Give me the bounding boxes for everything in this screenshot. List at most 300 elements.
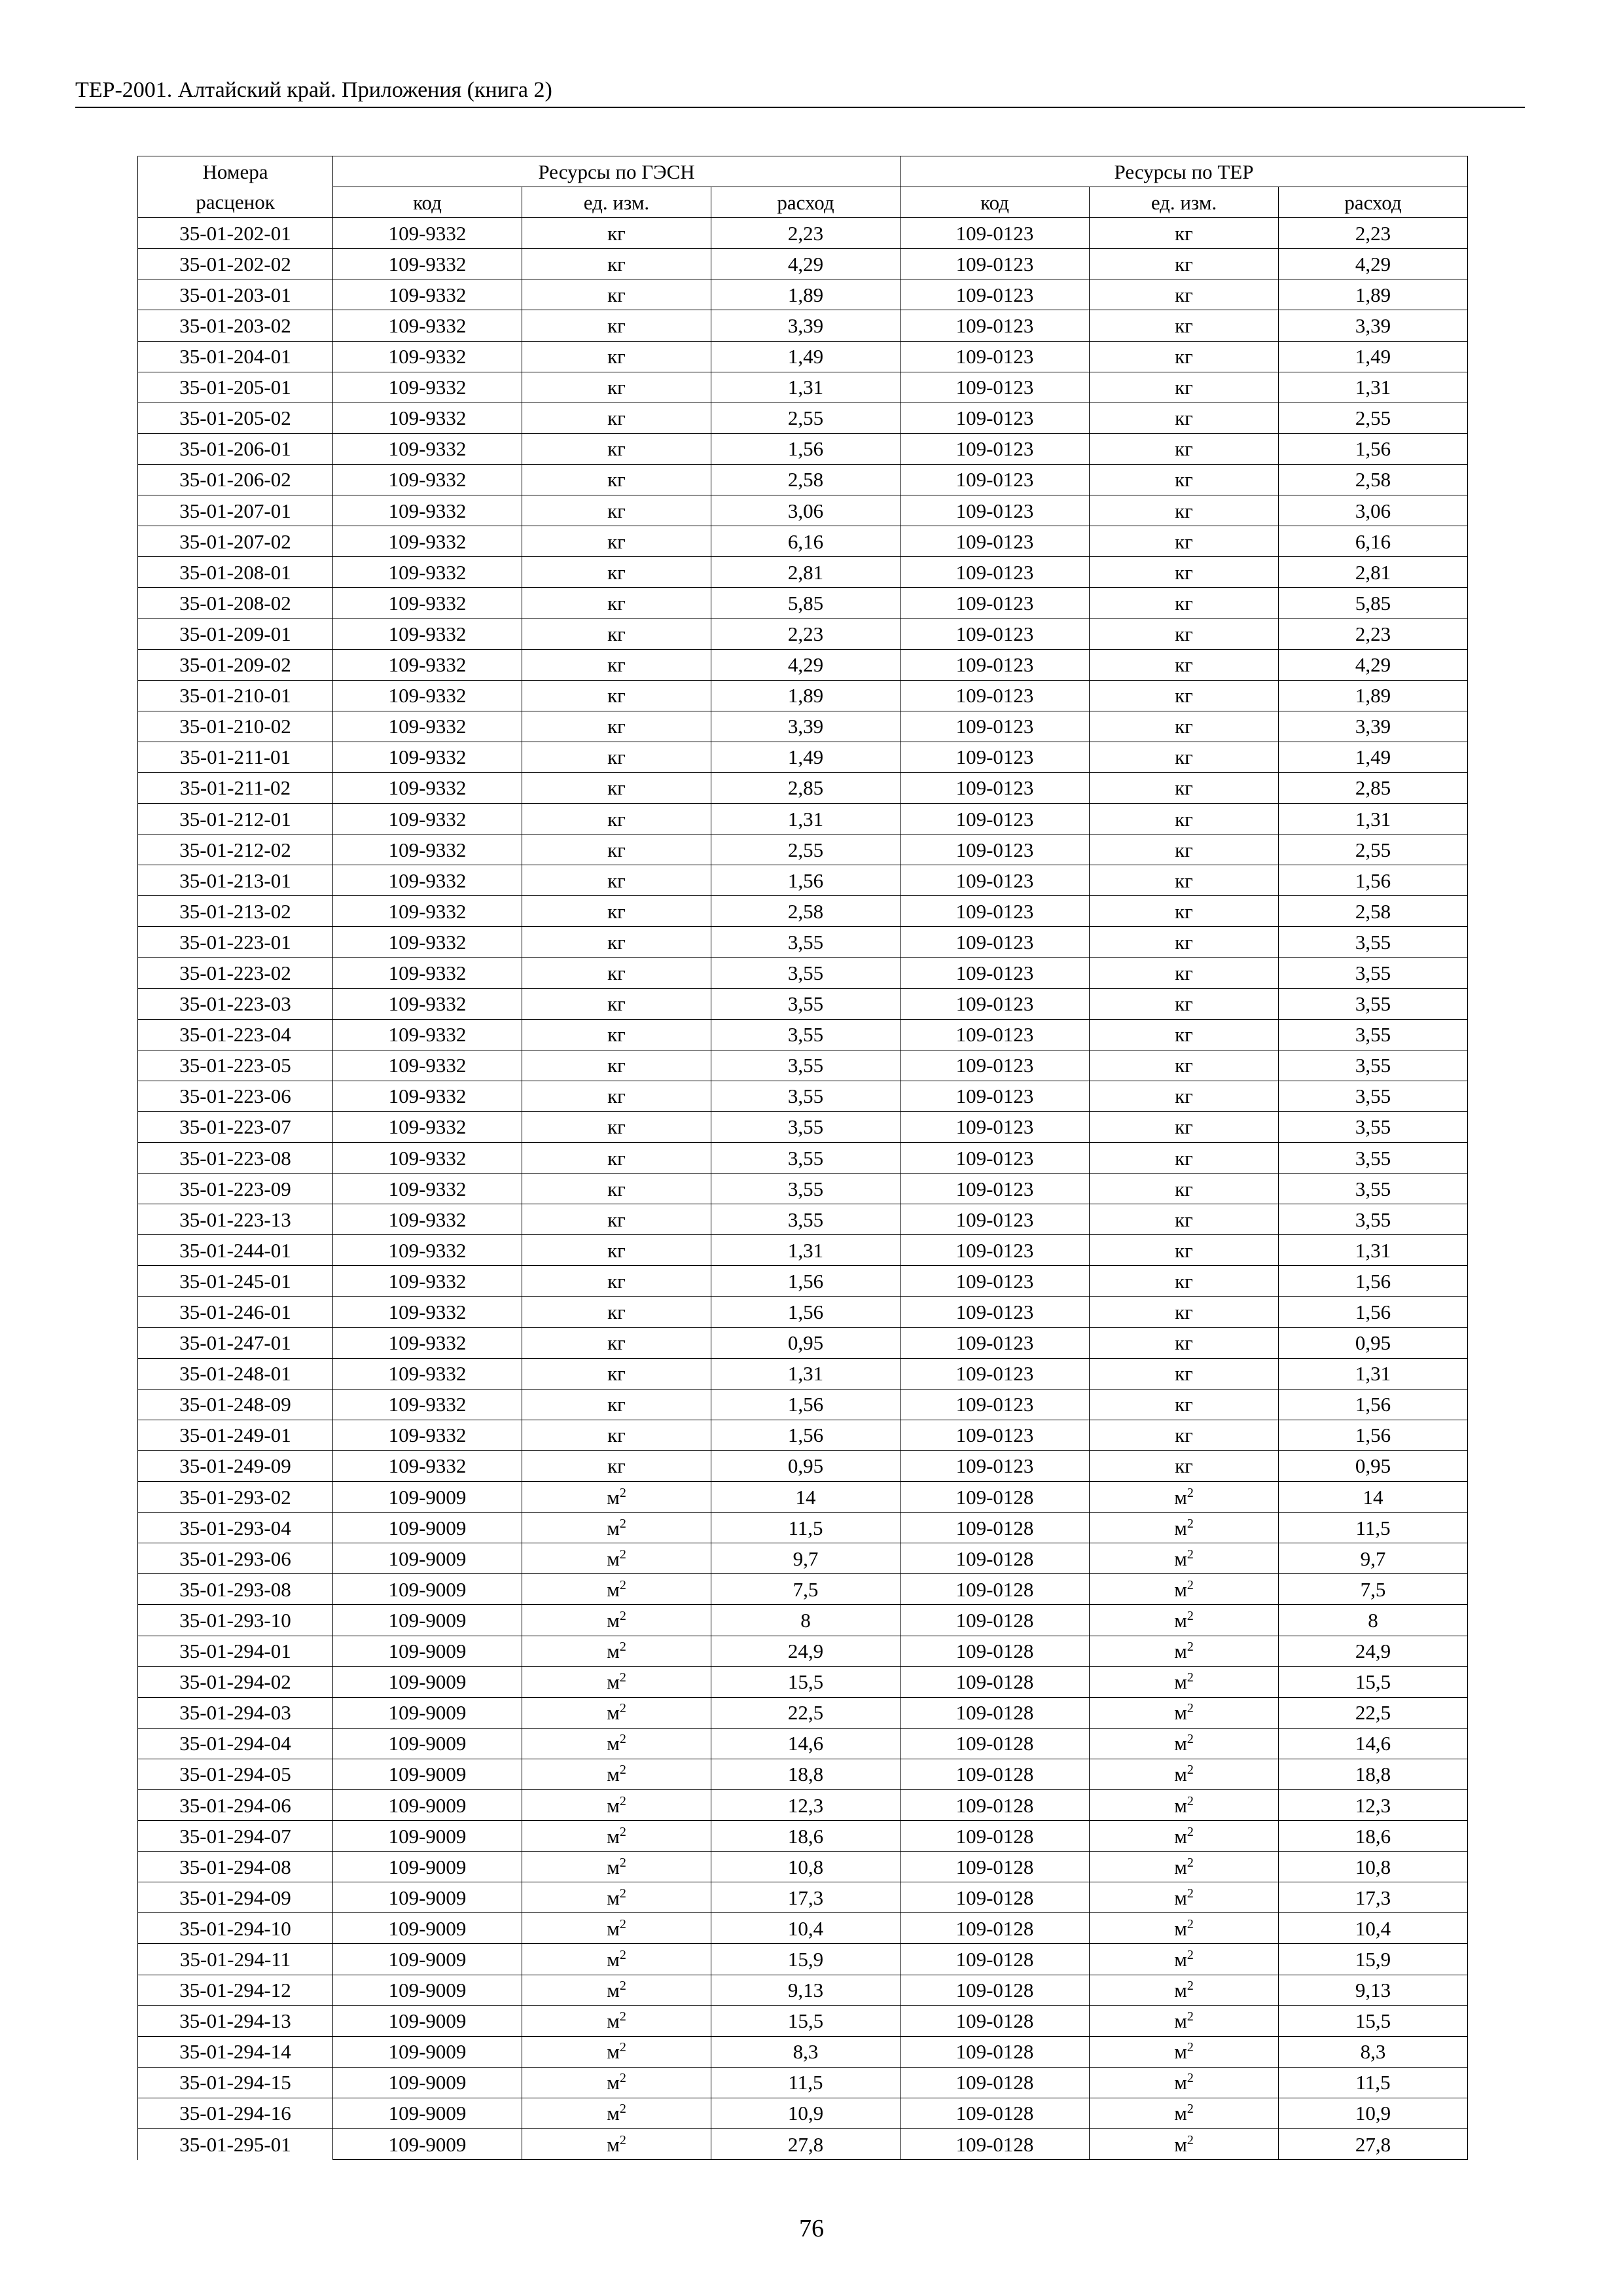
ter-code: 109-0123	[901, 865, 1090, 896]
table-row	[138, 1019, 1468, 1050]
ter-unit: кг	[1090, 1019, 1279, 1050]
ter-code: 109-0123	[901, 958, 1090, 988]
ter-code: 109-0123	[901, 803, 1090, 834]
ter-unit: кг	[1090, 588, 1279, 619]
ter-code: 109-0123	[901, 711, 1090, 742]
ter-amount: 12,3	[1279, 1789, 1468, 1820]
ter-code: 109-0128	[901, 1789, 1090, 1820]
unit-base: м	[1174, 1608, 1187, 1632]
gesn-amount: 24,9	[711, 1636, 901, 1666]
gesn-code: 109-9009	[333, 2005, 522, 2036]
gesn-amount: 10,4	[711, 1913, 901, 1944]
ter-code: 109-0123	[901, 1204, 1090, 1235]
ter-unit	[1090, 1636, 1279, 1666]
ter-amount: 2,85	[1279, 772, 1468, 803]
gesn-unit: кг	[522, 495, 711, 526]
gesn-unit: кг	[522, 896, 711, 927]
ter-unit	[1090, 1913, 1279, 1944]
gesn-amount: 1,49	[711, 341, 901, 372]
gesn-unit: кг	[522, 1420, 711, 1450]
table-row	[138, 927, 1468, 958]
ter-amount: 1,56	[1279, 433, 1468, 464]
table-row	[138, 1513, 1468, 1543]
header-gesn-unit: ед. изм.	[522, 187, 711, 218]
ter-unit: кг	[1090, 680, 1279, 711]
unit-exponent: 2	[1186, 2132, 1194, 2147]
gesn-unit	[522, 1543, 711, 1574]
ter-unit: кг	[1090, 433, 1279, 464]
table-row	[138, 249, 1468, 279]
gesn-unit: кг	[522, 1450, 711, 1481]
table-row	[138, 1666, 1468, 1697]
gesn-code: 109-9009	[333, 1482, 522, 1513]
ter-amount: 3,55	[1279, 1143, 1468, 1174]
ter-amount: 6,16	[1279, 526, 1468, 557]
rate-number: 35-01-211-02	[138, 772, 333, 803]
ter-amount: 0,95	[1279, 1450, 1468, 1481]
rate-number: 35-01-248-09	[138, 1389, 333, 1420]
gesn-amount: 15,9	[711, 1944, 901, 1975]
gesn-code: 109-9332	[333, 742, 522, 772]
unit-base: м	[607, 1732, 620, 1755]
ter-amount: 1,56	[1279, 1266, 1468, 1297]
rate-number: 35-01-293-04	[138, 1513, 333, 1543]
rate-number: 35-01-245-01	[138, 1266, 333, 1297]
ter-amount: 3,55	[1279, 988, 1468, 1019]
gesn-unit: кг	[522, 1327, 711, 1358]
unit-base: м	[607, 2132, 620, 2156]
page-number: 76	[799, 2215, 824, 2242]
table-row	[138, 279, 1468, 310]
ter-code: 109-0123	[901, 834, 1090, 865]
gesn-amount: 11,5	[711, 2067, 901, 2098]
resources-table	[137, 156, 1468, 2160]
gesn-unit: кг	[522, 557, 711, 588]
gesn-code: 109-9332	[333, 310, 522, 341]
ter-unit	[1090, 1543, 1279, 1574]
table-row	[138, 1450, 1468, 1481]
rate-number: 35-01-294-03	[138, 1697, 333, 1728]
gesn-code: 109-9009	[333, 1913, 522, 1944]
rate-number: 35-01-223-05	[138, 1050, 333, 1081]
gesn-amount: 6,16	[711, 526, 901, 557]
gesn-amount: 2,81	[711, 557, 901, 588]
rate-number: 35-01-294-01	[138, 1636, 333, 1666]
gesn-unit	[522, 1728, 711, 1759]
ter-amount: 3,55	[1279, 1111, 1468, 1142]
gesn-unit	[522, 1482, 711, 1513]
table-row	[138, 1852, 1468, 1882]
rate-number: 35-01-207-01	[138, 495, 333, 526]
ter-unit: кг	[1090, 988, 1279, 1019]
rate-number: 35-01-223-01	[138, 927, 333, 958]
ter-amount: 10,9	[1279, 2098, 1468, 2128]
ter-code: 109-0123	[901, 341, 1090, 372]
unit-exponent: 2	[619, 1916, 626, 1931]
ter-amount: 8	[1279, 1605, 1468, 1636]
ter-unit: кг	[1090, 1297, 1279, 1327]
gesn-amount: 10,9	[711, 2098, 901, 2128]
ter-amount: 14	[1279, 1482, 1468, 1513]
ter-code: 109-0128	[901, 1574, 1090, 1605]
unit-base: м	[607, 2102, 620, 2125]
ter-code: 109-0123	[901, 1111, 1090, 1142]
gesn-amount: 3,55	[711, 1019, 901, 1050]
ter-unit	[1090, 1759, 1279, 1789]
ter-amount: 1,56	[1279, 1420, 1468, 1450]
ter-code: 109-0123	[901, 649, 1090, 680]
table-row	[138, 1204, 1468, 1235]
gesn-amount: 1,31	[711, 1358, 901, 1389]
ter-unit	[1090, 1482, 1279, 1513]
unit-exponent: 2	[1186, 1916, 1194, 1931]
unit-base: м	[1174, 1886, 1187, 1909]
rate-number: 35-01-223-04	[138, 1019, 333, 1050]
table-row	[138, 403, 1468, 433]
unit-base: м	[607, 1916, 620, 1940]
gesn-code: 109-9332	[333, 1081, 522, 1111]
gesn-unit	[522, 1513, 711, 1543]
gesn-unit: кг	[522, 1050, 711, 1081]
ter-unit	[1090, 1574, 1279, 1605]
header-rule	[75, 107, 1525, 108]
ter-unit: кг	[1090, 896, 1279, 927]
table-row	[138, 803, 1468, 834]
gesn-code: 109-9332	[333, 1204, 522, 1235]
gesn-amount: 1,31	[711, 1235, 901, 1266]
gesn-unit: кг	[522, 680, 711, 711]
rate-number: 35-01-294-15	[138, 2067, 333, 2098]
ter-code: 109-0123	[901, 1327, 1090, 1358]
gesn-amount: 8,3	[711, 2036, 901, 2067]
gesn-amount: 27,8	[711, 2129, 901, 2160]
rate-number: 35-01-246-01	[138, 1297, 333, 1327]
ter-amount: 1,56	[1279, 1297, 1468, 1327]
unit-exponent: 2	[1186, 1547, 1194, 1562]
rate-number: 35-01-295-01	[138, 2129, 333, 2160]
ter-amount: 2,55	[1279, 403, 1468, 433]
header-ter-unit: ед. изм.	[1090, 187, 1279, 218]
gesn-amount: 1,56	[711, 1389, 901, 1420]
table-row	[138, 1111, 1468, 1142]
gesn-code: 109-9332	[333, 711, 522, 742]
rate-number: 35-01-208-02	[138, 588, 333, 619]
ter-unit	[1090, 1513, 1279, 1543]
unit-exponent: 2	[1186, 2009, 1194, 2024]
rate-number: 35-01-294-04	[138, 1728, 333, 1759]
table-row	[138, 1543, 1468, 1574]
gesn-amount: 3,55	[711, 988, 901, 1019]
table-row	[138, 2098, 1468, 2128]
ter-code: 109-0123	[901, 588, 1090, 619]
table-row	[138, 1050, 1468, 1081]
table-row	[138, 1944, 1468, 1975]
unit-base: м	[1174, 2102, 1187, 2125]
table-row	[138, 742, 1468, 772]
gesn-code: 109-9332	[333, 464, 522, 495]
unit-exponent: 2	[1186, 1763, 1194, 1778]
rate-number: 35-01-223-03	[138, 988, 333, 1019]
rate-number: 35-01-223-08	[138, 1143, 333, 1174]
unit-base: м	[607, 1886, 620, 1909]
ter-code: 109-0123	[901, 526, 1090, 557]
unit-exponent: 2	[1186, 1516, 1194, 1531]
gesn-code: 109-9009	[333, 2129, 522, 2160]
table-row	[138, 865, 1468, 896]
table-row	[138, 2005, 1468, 2036]
gesn-unit: кг	[522, 649, 711, 680]
unit-base: м	[607, 1763, 620, 1786]
gesn-code: 109-9332	[333, 772, 522, 803]
table-row	[138, 1420, 1468, 1450]
gesn-amount: 9,7	[711, 1543, 901, 1574]
unit-base: м	[1174, 1947, 1187, 1971]
ter-amount: 10,4	[1279, 1913, 1468, 1944]
ter-unit: кг	[1090, 526, 1279, 557]
table-row	[138, 1297, 1468, 1327]
ter-unit: кг	[1090, 619, 1279, 649]
unit-exponent: 2	[619, 1855, 626, 1870]
gesn-unit	[522, 1789, 711, 1820]
gesn-amount: 1,56	[711, 1266, 901, 1297]
table-row	[138, 711, 1468, 742]
ter-code: 109-0123	[901, 1389, 1090, 1420]
unit-exponent: 2	[1186, 1670, 1194, 1685]
gesn-unit	[522, 1975, 711, 2005]
gesn-code: 109-9332	[333, 958, 522, 988]
ter-code: 109-0123	[901, 619, 1090, 649]
gesn-code: 109-9332	[333, 557, 522, 588]
ter-code: 109-0123	[901, 772, 1090, 803]
ter-unit: кг	[1090, 772, 1279, 803]
gesn-amount: 3,06	[711, 495, 901, 526]
gesn-unit: кг	[522, 742, 711, 772]
ter-code: 109-0128	[901, 2098, 1090, 2128]
ter-unit: кг	[1090, 279, 1279, 310]
unit-base: м	[607, 1824, 620, 1848]
ter-unit: кг	[1090, 1204, 1279, 1235]
ter-unit: кг	[1090, 1358, 1279, 1389]
gesn-amount: 3,55	[711, 1111, 901, 1142]
gesn-amount: 2,23	[711, 619, 901, 649]
gesn-code: 109-9332	[333, 1235, 522, 1266]
unit-exponent: 2	[1186, 1640, 1194, 1655]
ter-code: 109-0123	[901, 896, 1090, 927]
rate-number: 35-01-223-07	[138, 1111, 333, 1142]
ter-code: 109-0123	[901, 927, 1090, 958]
ter-unit	[1090, 1666, 1279, 1697]
unit-exponent: 2	[619, 2040, 626, 2055]
ter-unit	[1090, 1975, 1279, 2005]
unit-base: м	[1174, 1916, 1187, 1940]
gesn-code: 109-9009	[333, 1975, 522, 2005]
ter-unit	[1090, 1882, 1279, 1913]
rate-number: 35-01-293-08	[138, 1574, 333, 1605]
gesn-code: 109-9009	[333, 1944, 522, 1975]
ter-code: 109-0128	[901, 1944, 1090, 1975]
ter-unit: кг	[1090, 495, 1279, 526]
gesn-code: 109-9332	[333, 803, 522, 834]
unit-exponent: 2	[1186, 1485, 1194, 1500]
rate-number: 35-01-294-06	[138, 1789, 333, 1820]
table-row	[138, 958, 1468, 988]
ter-unit: кг	[1090, 1143, 1279, 1174]
header-ter-code: код	[901, 187, 1090, 218]
table-row	[138, 1789, 1468, 1820]
ter-amount: 18,8	[1279, 1759, 1468, 1789]
ter-unit: кг	[1090, 1450, 1279, 1481]
gesn-code: 109-9332	[333, 249, 522, 279]
gesn-code: 109-9009	[333, 1543, 522, 1574]
gesn-amount: 18,6	[711, 1821, 901, 1852]
ter-amount: 3,06	[1279, 495, 1468, 526]
unit-exponent: 2	[619, 1640, 626, 1655]
ter-amount: 0,95	[1279, 1327, 1468, 1358]
rate-number: 35-01-213-02	[138, 896, 333, 927]
gesn-unit	[522, 1821, 711, 1852]
ter-unit	[1090, 2067, 1279, 2098]
ter-code: 109-0123	[901, 1420, 1090, 1450]
ter-amount: 1,31	[1279, 1235, 1468, 1266]
unit-base: м	[1174, 1763, 1187, 1786]
rate-number: 35-01-248-01	[138, 1358, 333, 1389]
ter-amount: 11,5	[1279, 1513, 1468, 1543]
ter-unit	[1090, 2098, 1279, 2128]
gesn-code: 109-9009	[333, 2036, 522, 2067]
unit-exponent: 2	[619, 1608, 626, 1623]
ter-unit: кг	[1090, 403, 1279, 433]
ter-code: 109-0123	[901, 279, 1090, 310]
ter-unit	[1090, 2005, 1279, 2036]
gesn-amount: 3,55	[711, 1050, 901, 1081]
rate-number: 35-01-210-02	[138, 711, 333, 742]
ter-amount: 9,13	[1279, 1975, 1468, 2005]
rate-number: 35-01-294-07	[138, 1821, 333, 1852]
gesn-unit: кг	[522, 372, 711, 403]
unit-exponent: 2	[619, 1701, 626, 1716]
rate-number: 35-01-223-13	[138, 1204, 333, 1235]
gesn-amount: 1,56	[711, 1297, 901, 1327]
ter-code: 109-0123	[901, 1050, 1090, 1081]
gesn-code: 109-9332	[333, 1174, 522, 1204]
ter-amount: 10,8	[1279, 1852, 1468, 1882]
gesn-amount: 18,8	[711, 1759, 901, 1789]
unit-base: м	[607, 1640, 620, 1663]
ter-amount: 1,49	[1279, 742, 1468, 772]
ter-code: 109-0123	[901, 557, 1090, 588]
gesn-code: 109-9332	[333, 218, 522, 249]
gesn-amount: 15,5	[711, 2005, 901, 2036]
gesn-amount: 3,55	[711, 958, 901, 988]
rate-number: 35-01-203-02	[138, 310, 333, 341]
ter-unit: кг	[1090, 218, 1279, 249]
unit-base: м	[1174, 2071, 1187, 2094]
gesn-amount: 1,49	[711, 742, 901, 772]
gesn-amount: 22,5	[711, 1697, 901, 1728]
ter-code: 109-0123	[901, 1143, 1090, 1174]
unit-base: м	[607, 1701, 620, 1725]
ter-code: 109-0128	[901, 2005, 1090, 2036]
gesn-unit: кг	[522, 1174, 711, 1204]
gesn-code: 109-9332	[333, 1327, 522, 1358]
ter-unit: кг	[1090, 958, 1279, 988]
gesn-amount: 3,55	[711, 1174, 901, 1204]
unit-base: м	[607, 1608, 620, 1632]
ter-unit: кг	[1090, 649, 1279, 680]
ter-code: 109-0123	[901, 680, 1090, 711]
gesn-amount: 14,6	[711, 1728, 901, 1759]
rate-number: 35-01-294-09	[138, 1882, 333, 1913]
ter-code: 109-0123	[901, 1450, 1090, 1481]
ter-amount: 3,55	[1279, 1174, 1468, 1204]
rate-number: 35-01-294-11	[138, 1944, 333, 1975]
table-row	[138, 772, 1468, 803]
gesn-amount: 8	[711, 1605, 901, 1636]
gesn-code: 109-9332	[333, 1358, 522, 1389]
gesn-unit: кг	[522, 588, 711, 619]
gesn-unit: кг	[522, 464, 711, 495]
ter-code: 109-0128	[901, 1728, 1090, 1759]
table-row	[138, 1143, 1468, 1174]
rate-number: 35-01-205-02	[138, 403, 333, 433]
gesn-amount: 3,55	[711, 1143, 901, 1174]
gesn-unit	[522, 1913, 711, 1944]
ter-amount: 2,23	[1279, 619, 1468, 649]
gesn-unit: кг	[522, 927, 711, 958]
gesn-code: 109-9009	[333, 1697, 522, 1728]
unit-exponent: 2	[619, 1732, 626, 1747]
gesn-unit: кг	[522, 865, 711, 896]
rate-number: 35-01-206-01	[138, 433, 333, 464]
unit-exponent: 2	[619, 1516, 626, 1531]
ter-amount: 1,56	[1279, 865, 1468, 896]
rate-number: 35-01-247-01	[138, 1327, 333, 1358]
ter-amount: 14,6	[1279, 1728, 1468, 1759]
ter-amount: 3,39	[1279, 310, 1468, 341]
gesn-code: 109-9332	[333, 433, 522, 464]
rate-number: 35-01-293-10	[138, 1605, 333, 1636]
rate-number: 35-01-294-14	[138, 2036, 333, 2067]
table-row	[138, 341, 1468, 372]
rate-number: 35-01-249-01	[138, 1420, 333, 1450]
unit-exponent: 2	[619, 1485, 626, 1500]
table-row	[138, 433, 1468, 464]
gesn-code: 109-9009	[333, 1852, 522, 1882]
rate-number: 35-01-209-01	[138, 619, 333, 649]
table-row	[138, 1358, 1468, 1389]
table-row	[138, 1759, 1468, 1789]
unit-exponent: 2	[1186, 2040, 1194, 2055]
ter-code: 109-0128	[901, 2129, 1090, 2160]
rate-number: 35-01-294-16	[138, 2098, 333, 2128]
gesn-unit: кг	[522, 249, 711, 279]
gesn-amount: 0,95	[711, 1327, 901, 1358]
ter-code: 109-0128	[901, 1482, 1090, 1513]
gesn-unit: кг	[522, 958, 711, 988]
header-row-top	[138, 156, 1468, 187]
gesn-unit: кг	[522, 218, 711, 249]
gesn-code: 109-9009	[333, 2067, 522, 2098]
ter-amount: 1,89	[1279, 279, 1468, 310]
table-row	[138, 310, 1468, 341]
ter-unit	[1090, 1605, 1279, 1636]
rate-number: 35-01-249-09	[138, 1450, 333, 1481]
rate-number: 35-01-211-01	[138, 742, 333, 772]
ter-unit: кг	[1090, 1235, 1279, 1266]
unit-exponent: 2	[619, 2132, 626, 2147]
gesn-amount: 9,13	[711, 1975, 901, 2005]
ter-amount: 8,3	[1279, 2036, 1468, 2067]
